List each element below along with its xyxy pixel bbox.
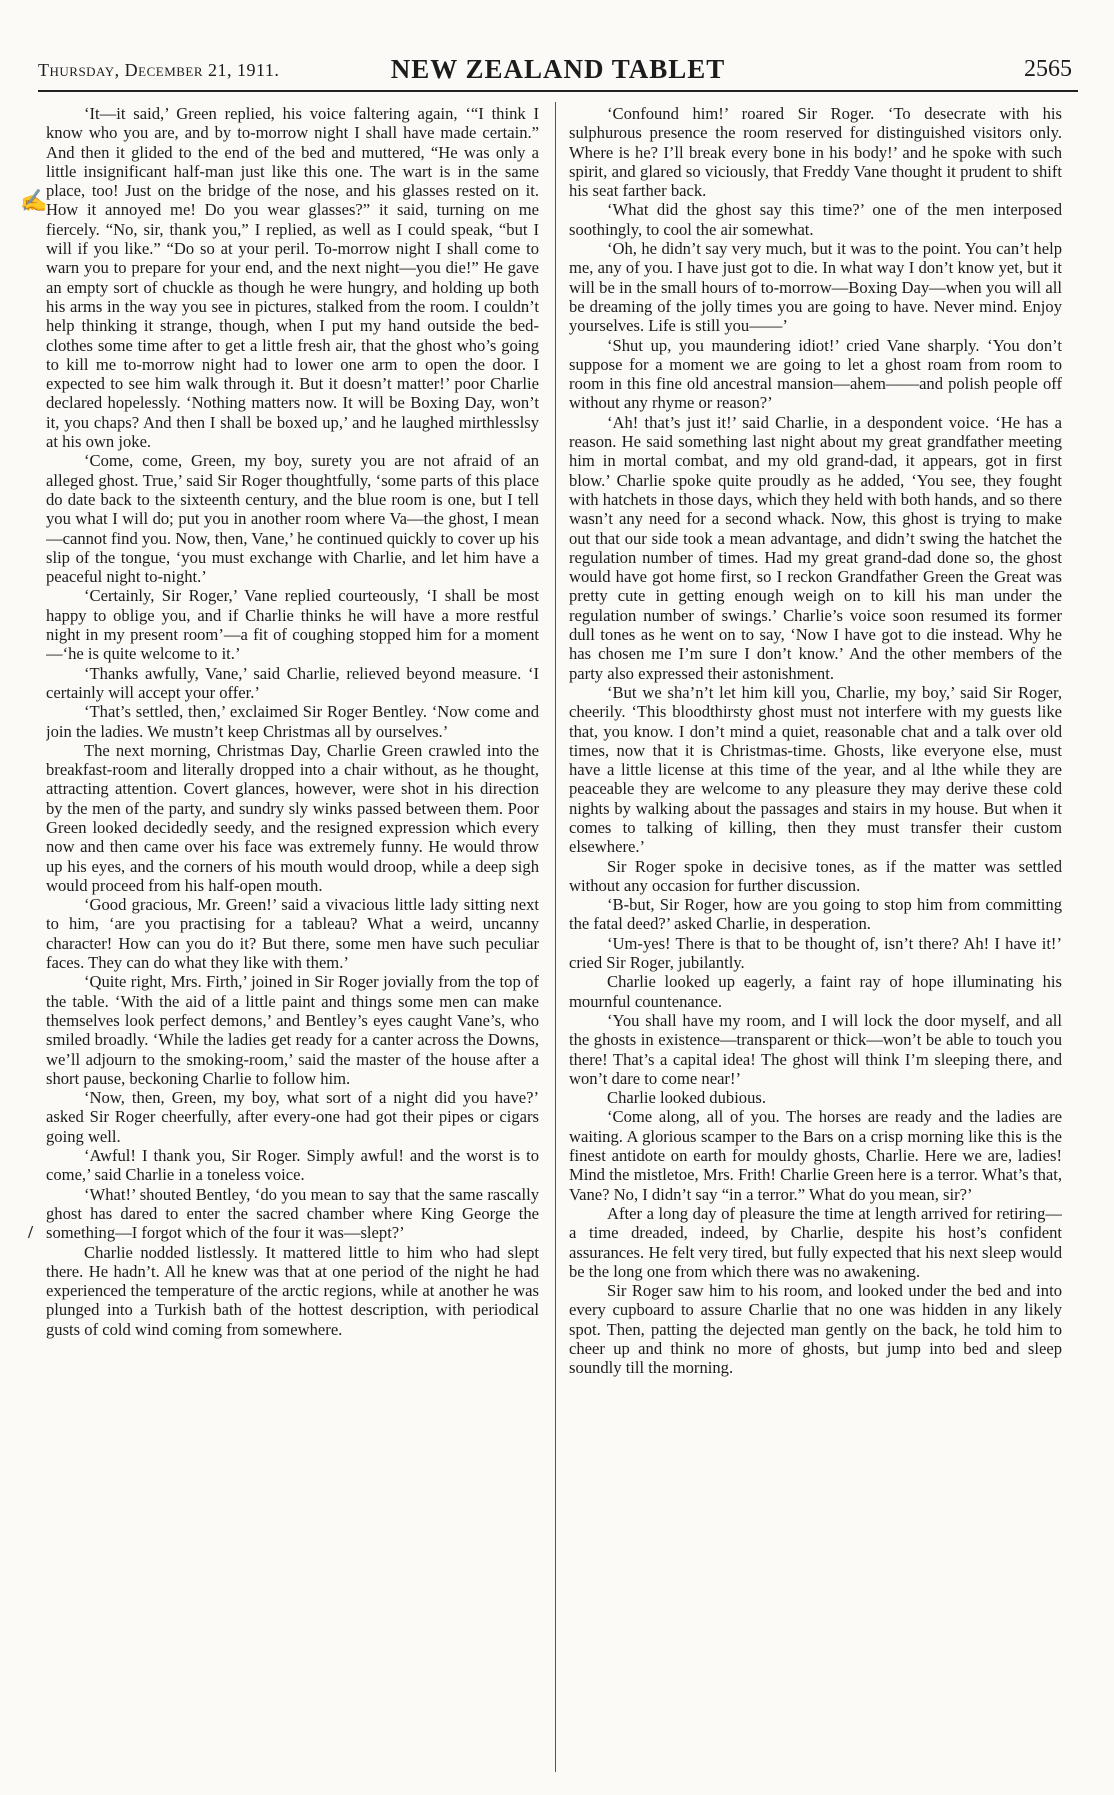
paragraph: ‘Good gracious, Mr. Green!’ said a vivacious little lady sitting next to him, ‘are you practising for a tableau? What a weird, uncanny character! How can you do it? But there, some men have such peculiar faces. They can do what they like with them.’	[46, 895, 539, 973]
left-column	[46, 104, 539, 1779]
paragraph: Sir Roger spoke in decisive tones, as if the matter was settled without any occasion for further discussion.	[569, 856, 1062, 895]
paragraph: Charlie nodded listlessly. It mattered little to him who had slept there. He hadn’t. All he knew was that at one period of the night he had experienced the temperature of the arctic regions, while at another he was plunged into a Turkish bath of the hottest description, with periodical gusts of cold wind coming from somewhere.	[46, 1242, 539, 1339]
paragraph: ‘B-but, Sir Roger, how are you going to stop him from committing the fatal deed?’ asked Charlie, in desperation.	[569, 895, 1062, 934]
margin-mark: /	[28, 1222, 34, 1242]
paragraph: ‘Quite right, Mrs. Firth,’ joined in Sir Roger jovially from the top of the table. ‘With the aid of a little paint and things some men can make themselves look perfect demons,’ and Bentley’s eyes caught Vane’s, who smiled broadly. ‘While the ladies get ready for a canter across the Downs, we’ll adjourn to the smoking-room,’ said the master of the house after a short pause, beckoning Charlie to follow him.	[46, 972, 539, 1088]
paragraph: ‘But we sha’n’t let him kill you, Charlie, my boy,’ said Sir Roger, cheerily. ‘This bloodthirsty ghost must not interfere with my guests like that, you know. I don’t mind a quiet, reasonable chat and a talk over old times, now that it is Christmas-time. Ghosts, like everyone else, must have a little license at this time of the year, and al lthe while they are peaceable they are welcome to any pleasure they may derive these cold nights by walking about the passages and stairs in my house. But when it comes to talking of killing, then they must transfer their custom elsewhere.’	[569, 682, 1062, 857]
column-divider	[555, 102, 556, 1772]
paragraph: Charlie looked up eagerly, a faint ray of hope illuminating his mournful countenance.	[569, 972, 1062, 1011]
paragraph: ‘Certainly, Sir Roger,’ Vane replied courteously, ‘I shall be most happy to oblige you, and if Charlie thinks he will have a more restful night in my present room’—a fit of coughing stopped him for a moment—‘he is quite welcome to it.’	[46, 586, 539, 664]
paragraph: ‘What!’ shouted Bentley, ‘do you mean to say that the same rascally ghost has dared to enter the sacred chamber where King George the something—I forgot which of the four it was—slept?’	[46, 1184, 539, 1243]
paragraph: ‘Come, come, Green, my boy, surety you are not afraid of an alleged ghost. True,’ said Sir Roger thoughtfully, ‘some parts of this place do date back to the sixteenth century, and the blue room is one, but I tell you what I will do; put you in another room where Va—the ghost, I mean—cannot find you. Now, then, Vane,’ he continued quickly to cover up his slip of the tongue, ‘you must exchange with Charlie, and let him have a peaceful night to-night.’	[46, 451, 539, 587]
paragraph: The next morning, Christmas Day, Charlie Green crawled into the breakfast-room and literally dropped into a chair without, as he thought, attracting attention. Covert glances, however, were shot in his direction by the men of the party, and sundry sly winks passed between them. Poor Green looked decidedly seedy, and the resigned expression which every now and then came over his face was extremely funny. He would throw up his eyes, and the corners of his mouth would droop, while a deep sigh would proceed from his half-open mouth.	[46, 740, 539, 895]
paragraph: ‘What did the ghost say this time?’ one of the men interposed soothingly, to cool the air somewhat.	[569, 200, 1062, 239]
page-number: 2565	[1024, 56, 1072, 82]
margin-mark: ✍	[20, 188, 48, 213]
paragraph: ‘Come along, all of you. The horses are ready and the ladies are waiting. A glorious scamper to the Bars on a crisp morning like this is the finest antidote on earth for mouldy ghosts, Charlie. Here we are, ladies! Mind the mistletoe, Mrs. Frith! Charlie Green here is a terror. What’s that, Vane? No, I didn’t say “in a terror.” What do you mean, sir?’	[569, 1107, 1062, 1204]
page-header	[38, 56, 1078, 92]
paragraph: ‘You shall have my room, and I will lock the door myself, and all the ghosts in existence—transparent or thick—won’t be able to touch you there! That’s a capital idea! The ghost will think I’m sleeping there, and won’t dare to come near!’	[569, 1010, 1062, 1088]
paragraph: ‘Awful! I thank you, Sir Roger. Simply awful! and the worst is to come,’ said Charlie in a toneless voice.	[46, 1146, 539, 1185]
paragraph: ‘That’s settled, then,’ exclaimed Sir Roger Bentley. ‘Now come and join the ladies. We mustn’t keep Christmas all by ourselves.’	[46, 702, 539, 741]
publication-title: NEW ZEALAND TABLET	[390, 54, 726, 84]
paragraph: ‘Thanks awfully, Vane,’ said Charlie, relieved beyond measure. ‘I certainly will accept your offer.’	[46, 663, 539, 702]
paragraph: ‘It—it said,’ Green replied, his voice faltering again, ‘“I think I know who you are, and by to-morrow night I shall have made certain.” And then it glided to the end of the bed and muttered, “He was only a little insignificant half-man just like this one. The wart is in the same place, too! Just on the bridge of the nose, and his glasses rested on it. How it annoyed me! Do you wear glasses?” it said, turning on me fiercely. “No, sir, thank you,” I replied, as well as I could speak, “but I will if you like.” “Do so at your peril. To-morrow night I shall come to warn you to prepare for your end, and the next night—you die!” He gave an empty sort of chuckle as though he were hungry, and holding up both his arms in the way you see in pictures, stalked from the room. I couldn’t help thinking it strange, though, when I put my hand outside the bed-clothes some time after to get a little fresh air, that the ghost who’s going to kill me to-morrow night had to lower one arm to open the door. I expected to see him walk through it. But it doesn’t matter!’ poor Charlie declared hopelessly. ‘Nothing matters now. It will be Boxing Day, won’t it, you chaps? And then I shall be boxed up,’ and he laughed mirthlesslsy at his own joke.	[46, 104, 539, 452]
paragraph: Sir Roger saw him to his room, and looked under the bed and into every cupboard to assure Charlie that no one was hidden in any likely spot. Then, patting the dejected man gently on the back, he told him to cheer up and think no more of ghosts, but jump into bed and sleep soundly till the morning.	[569, 1281, 1062, 1378]
paragraph: ‘Shut up, you maundering idiot!’ cried Vane sharply. ‘You don’t suppose for a moment we are going to let a ghost roam from room to room in this fine old ancestral mansion—ahem——and polish people off without any rhyme or reason?’	[569, 335, 1062, 413]
paragraph: ‘Confound him!’ roared Sir Roger. ‘To desecrate with his sulphurous presence the room reserved for distinguished visitors only. Where is he? I’ll break every bone in his body!’ and he spoke with such spirit, and glared so viciously, that Freddy Vane thought it prudent to shift his seat farther back.	[569, 104, 1062, 201]
paragraph: ‘Ah! that’s just it!’ said Charlie, in a despondent voice. ‘He has a reason. He said something last night about my great grandfather meeting him in mortal combat, and my old grand-dad, it appears, got in first blow.’ Charlie spoke quite proudly as he added, ‘You see, they fought with hatchets in those days, which they held with both hands, and so there wasn’t any need for a second whack. Now, this ghost is trying to make out that our side took a mean advantage, and didn’t swing the hatchet the regulation number of times. Had my great grand-dad done so, the ghost would have got home first, so I reckon Grandfather Green the Great was pretty cute in getting enough weigh on to kill his man under the regulation number of swings.’ Charlie’s voice soon resumed its former dull tones as he went on to say, ‘Now I have got to die instead. Why he has chosen me I’m sure I don’t know.’ And the other members of the party also expressed their astonishment.	[569, 412, 1062, 683]
paragraph: ‘Now, then, Green, my boy, what sort of a night did you have?’ asked Sir Roger cheerfully, after every-one had got their pipes or cigars going well.	[46, 1088, 539, 1146]
paragraph: After a long day of pleasure the time at length arrived for retiring—a time dreaded, indeed, by Charlie, despite his host’s confident assurances. He felt very tired, but fully expected that his next sleep would be the long one from which there was no awakening.	[569, 1203, 1062, 1281]
paragraph: ‘Oh, he didn’t say very much, but it was to the point. You can’t help me, any of you. I have just got to die. In what way I don’t know yet, but it will be in the small hours of to-morrow—Boxing Day—when you will all be dreaming of the jolly times you are going to have. Never mind. Enjoy yourselves. Life is still you——’	[569, 239, 1062, 336]
issue-date: Thursday, December 21, 1911.	[38, 60, 280, 80]
paragraph: Charlie looked dubious.	[607, 1088, 767, 1108]
paragraph: ‘Um-yes! There is that to be thought of, isn’t there? Ah! I have it!’ cried Sir Roger, jubilantly.	[569, 933, 1062, 973]
right-column	[569, 104, 1062, 1779]
